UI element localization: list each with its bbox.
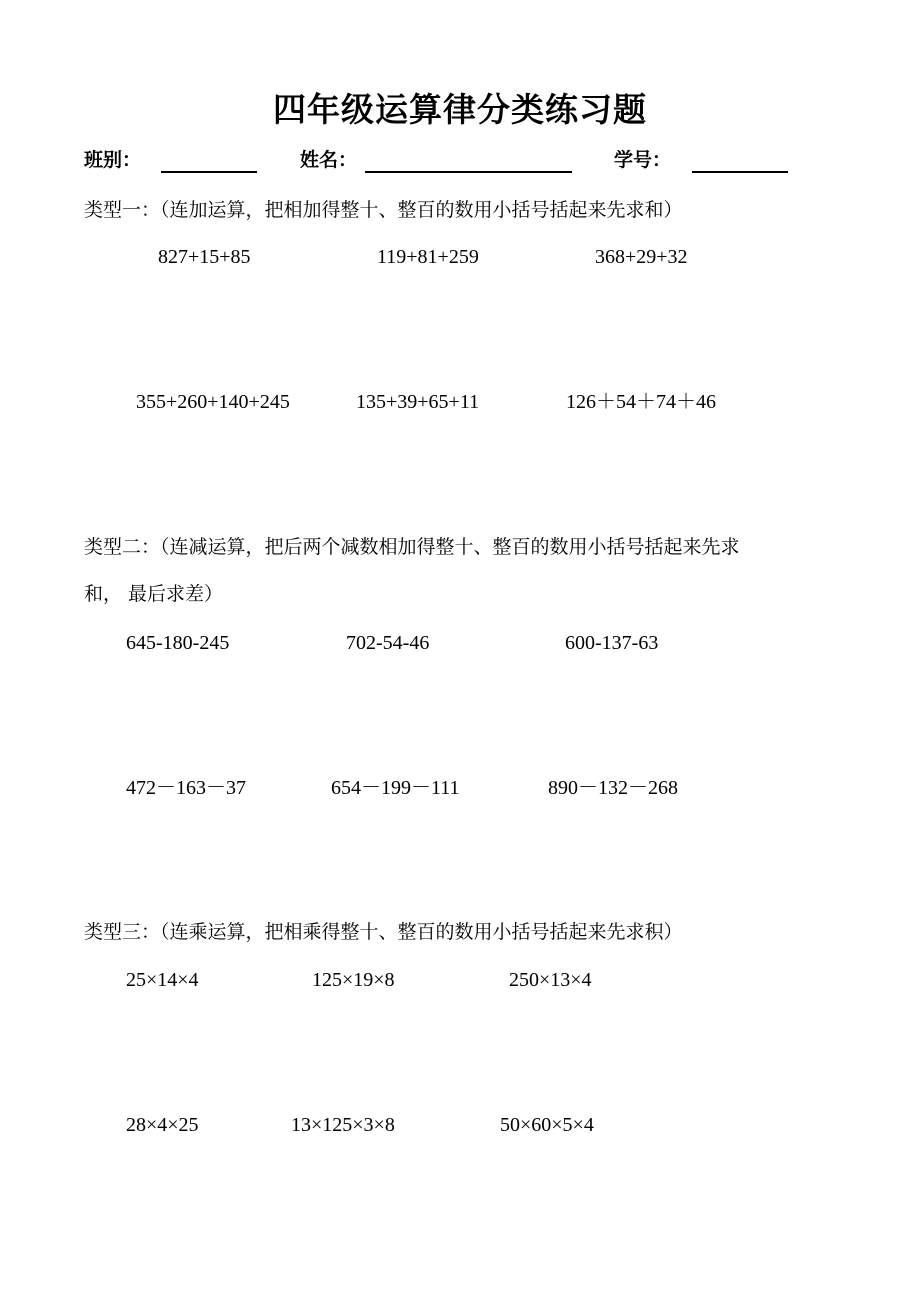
- problem: 890－132－268: [548, 777, 678, 799]
- student-id-blank[interactable]: [692, 171, 788, 173]
- problem: 13×125×3×8: [291, 1114, 395, 1136]
- problem: 125×19×8: [312, 969, 395, 991]
- problem: 119+81+259: [377, 246, 479, 268]
- worksheet-title: 四年级运算律分类练习题: [273, 90, 647, 129]
- section-3-heading: 类型三：（连乘运算，把相乘得整十、整百的数用小括号括起来先求积）: [84, 921, 683, 943]
- problem: 50×60×5×4: [500, 1114, 594, 1136]
- problem: 472－163－37: [126, 777, 246, 799]
- problem: 28×4×25: [126, 1114, 199, 1136]
- problem: 368+29+32: [595, 246, 688, 268]
- problem: 250×13×4: [509, 969, 592, 991]
- problem: 355+260+140+245: [136, 391, 290, 413]
- problem: 654－199－111: [331, 777, 460, 799]
- name-label: 姓名：: [300, 149, 358, 171]
- problem: 126＋54＋74＋46: [566, 391, 716, 413]
- problem: 645-180-245: [126, 632, 230, 654]
- section-2-heading: 类型二：（连减运算，把后两个减数相加得整十、整百的数用小括号括起来先求: [84, 536, 740, 558]
- problem: 702-54-46: [346, 632, 430, 654]
- student-id-label: 学号：: [614, 149, 672, 171]
- section-1-heading: 类型一：（连加运算，把相加得整十、整百的数用小括号括起来先求和）: [84, 199, 683, 221]
- problem: 135+39+65+11: [356, 391, 480, 413]
- class-blank[interactable]: [161, 171, 257, 173]
- section-2-heading-continued: 和， 最后求差）: [84, 583, 224, 605]
- problem: 25×14×4: [126, 969, 199, 991]
- name-blank[interactable]: [365, 171, 572, 173]
- problem: 600-137-63: [565, 632, 659, 654]
- problem: 827+15+85: [158, 246, 251, 268]
- class-label: 班别：: [84, 149, 142, 171]
